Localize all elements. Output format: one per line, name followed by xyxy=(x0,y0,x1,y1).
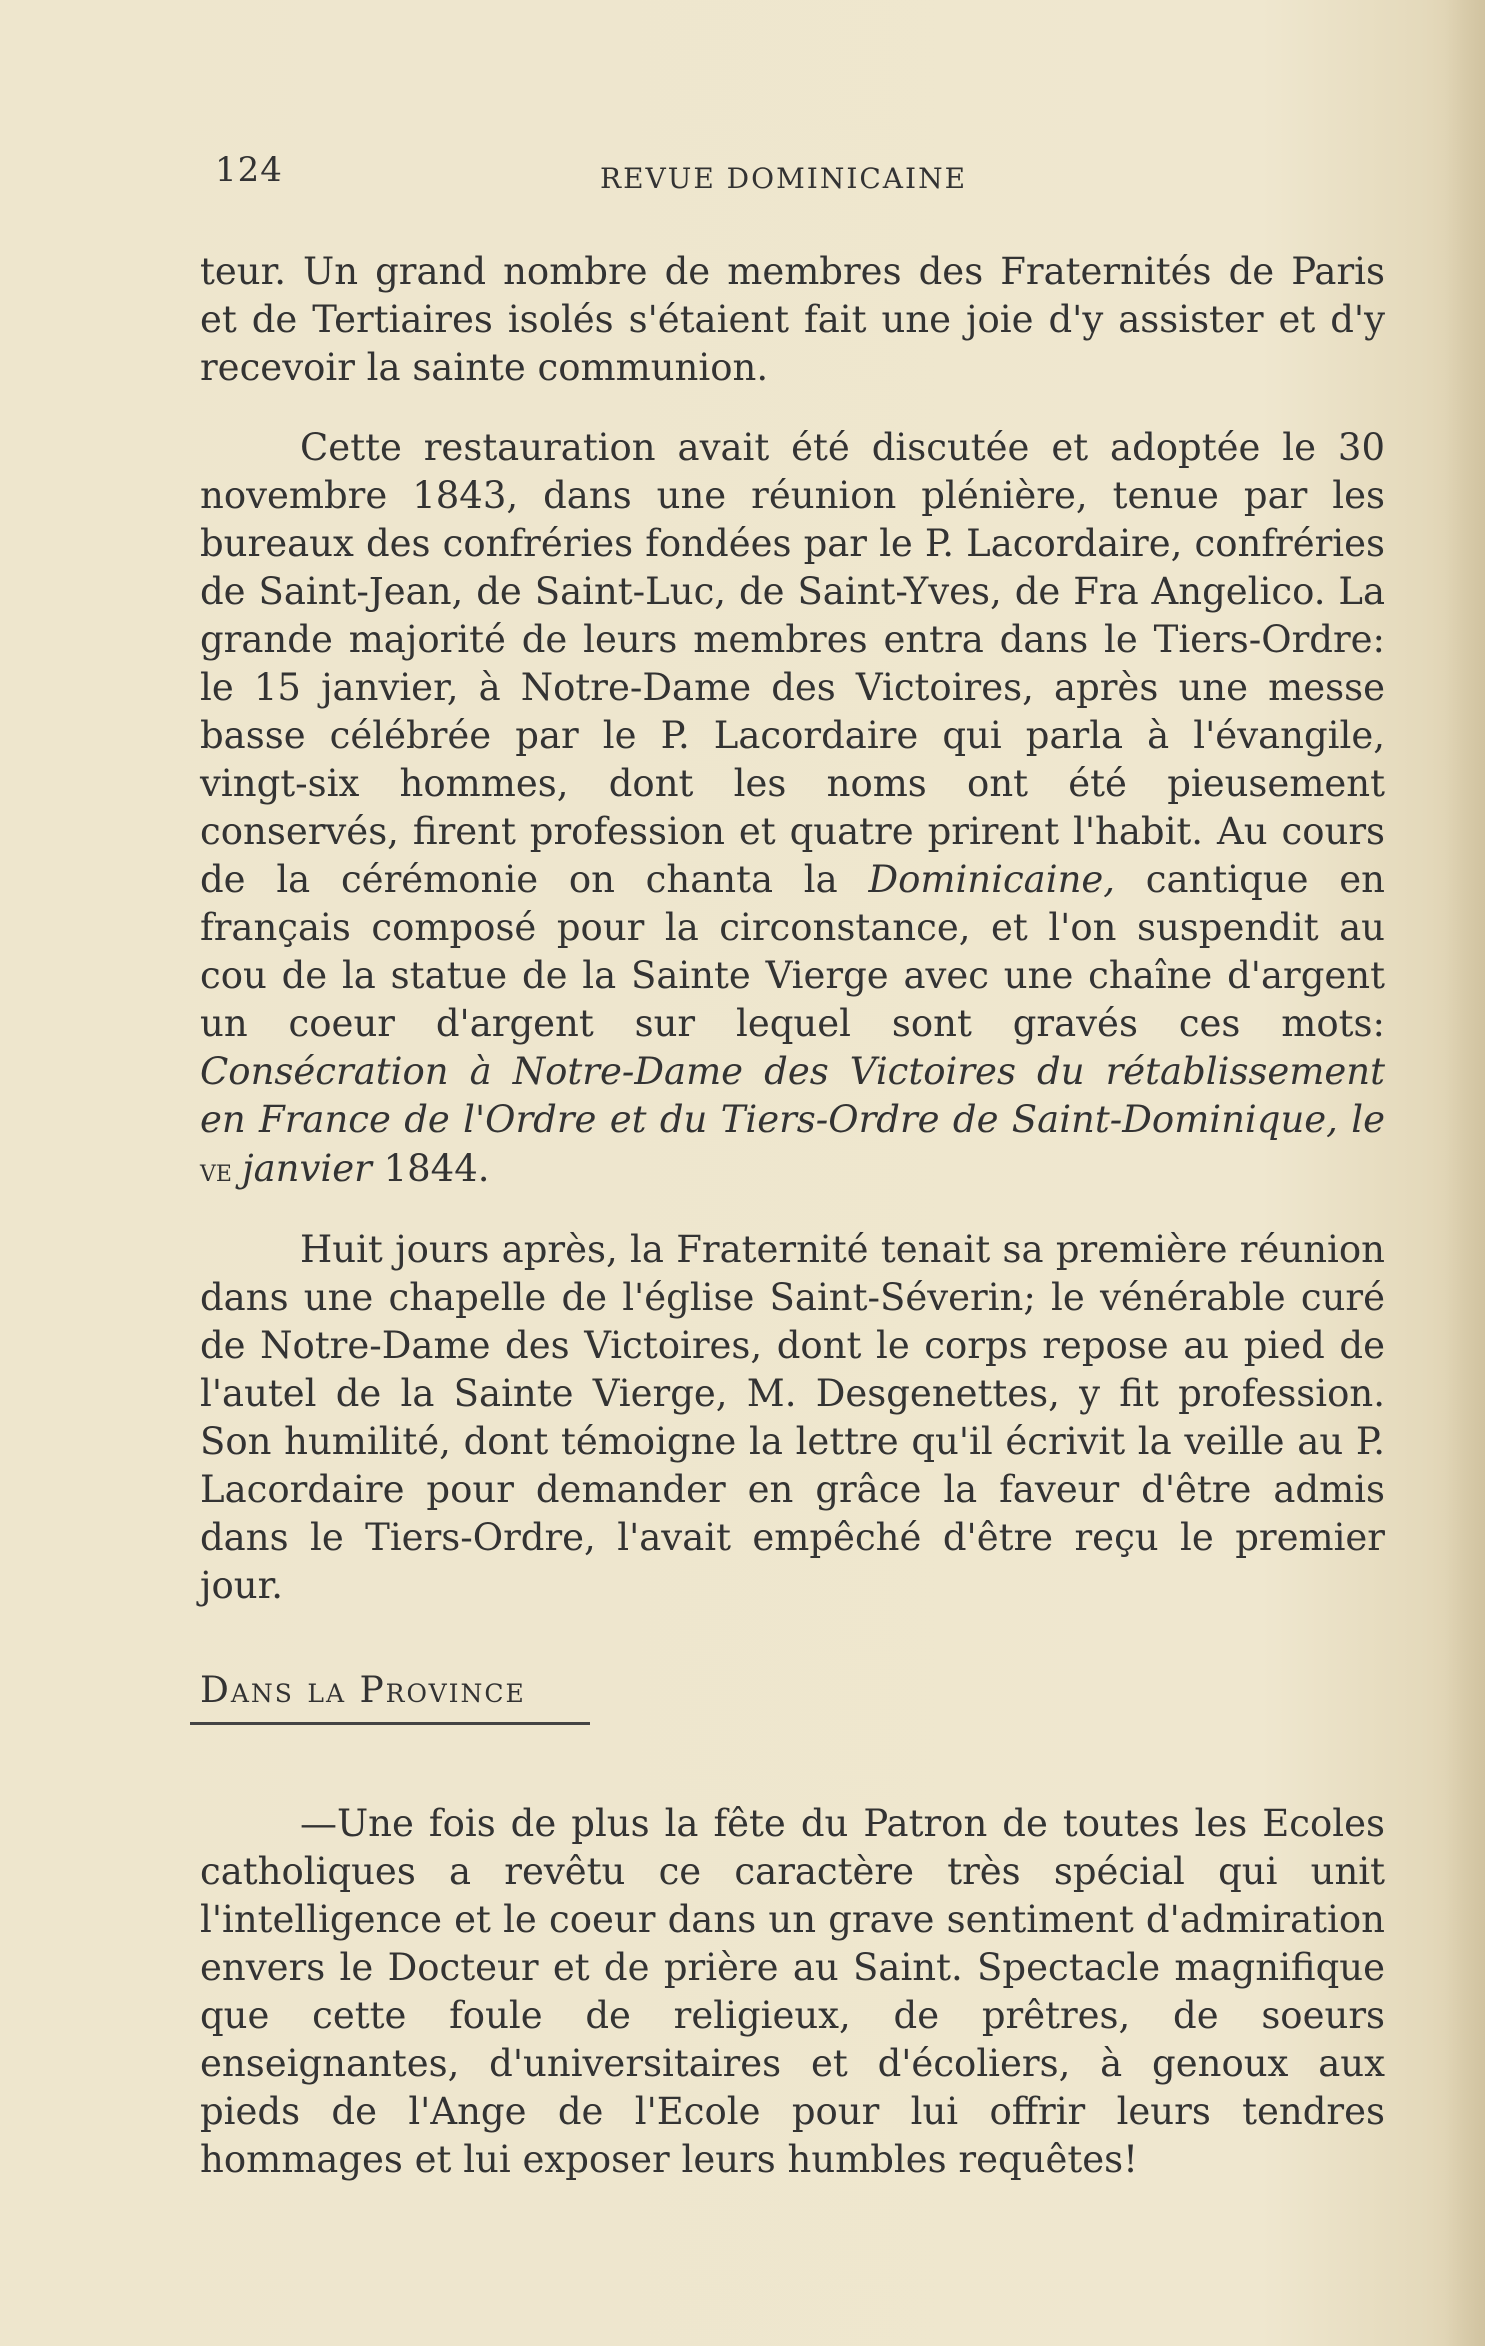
paragraph-1-text: teur. Un grand nombre de membres des Fraternités de Paris et de Tertiaires isolés s'étaient fait une joie d'y assister et d'y recevoir la sainte communion. xyxy=(200,250,1385,389)
section-heading: Dans la Province xyxy=(200,1670,526,1711)
page-header xyxy=(215,150,1385,200)
section-paragraph: —Une fois de plus la fête du Patron de toutes les Ecoles catholiques a revêtu ce caractère très spécial qui unit l'intelligence et le coeur dans un grave sentiment d'admiration envers le Docteur et de prière au Saint. Spectacle magnifique que cette foule de religieux, de prêtres, de soeurs enseignantes, d'universitaires et d'écoliers, à genoux aux pieds de l'Ange de l'Ecole pour lui offrir leurs tendres hommages et lui exposer leurs humbles requêtes! xyxy=(200,1802,1385,2181)
paragraph-2-text: Cette restauration avait été discutée et adoptée le 30 novembre 1843, dans une réunion plénière, tenue par les bureaux des confréries fondées par le P. Lacordaire, confréries de Saint-Jean, de Saint-Luc, de Saint-Yves, de Fra Angelico. La grande majorité de leurs membres entra dans le Tiers-Ordre: le 15 janvier, à Notre-Dame des Victoires, après une messe basse célébrée par le P. Lacordaire qui parla à l'évangile, vingt-six hommes, dont les noms ont été pieusement conservés, firent profession et quatre prirent l'habit. Au cours de la cérémonie on chanta la xyxy=(200,426,1385,901)
paragraph-2-year: 1844. xyxy=(371,1147,490,1190)
paragraph-2 xyxy=(200,424,1385,1194)
main-text xyxy=(200,248,1385,1642)
section-divider xyxy=(190,1722,590,1725)
running-title: REVUE DOMINICAINE xyxy=(600,162,968,195)
section-text xyxy=(200,1800,1385,2216)
page-number: 124 xyxy=(215,150,283,190)
page-edge-shadow xyxy=(1445,0,1485,2346)
paragraph-2-italic-title: Dominicaine, xyxy=(868,858,1116,901)
paragraph-2-smallcaps: ve xyxy=(200,1151,243,1189)
paragraph-3-text: Huit jours après, la Fraternité tenait sa première réunion dans une chapelle de l'église Saint-Séverin; le vénérable curé de Notre-Dame des Victoires, dont le corps repose au pied de l'autel de la Sainte Vierge, M. Desgenettes, y fit profession. Son humilité, dont témoigne la lettre qu'il écrivit la veille au P. Lacordaire pour demander en grâce la faveur d'être admis dans le Tiers-Ordre, l'avait empêché d'être reçu le premier jour. xyxy=(200,1228,1385,1607)
paragraph-2-italic-month: janvier xyxy=(242,1147,372,1190)
paragraph-2-text-continued: cantique en français composé pour la circonstance, et l'on suspendit au cou de la statue de la Sainte Vierge avec une chaîne d'argent un coeur d'argent sur lequel sont gravés ces mots: xyxy=(200,858,1385,1045)
paragraph-2-inscription: Consécration à Notre-Dame des Victoires du rétablissement en France de l'Ordre et du Tiers-Ordre de Saint-Dominique, le xyxy=(200,1050,1385,1141)
paragraph-3 xyxy=(200,1226,1385,1610)
paragraph-1 xyxy=(200,248,1385,392)
